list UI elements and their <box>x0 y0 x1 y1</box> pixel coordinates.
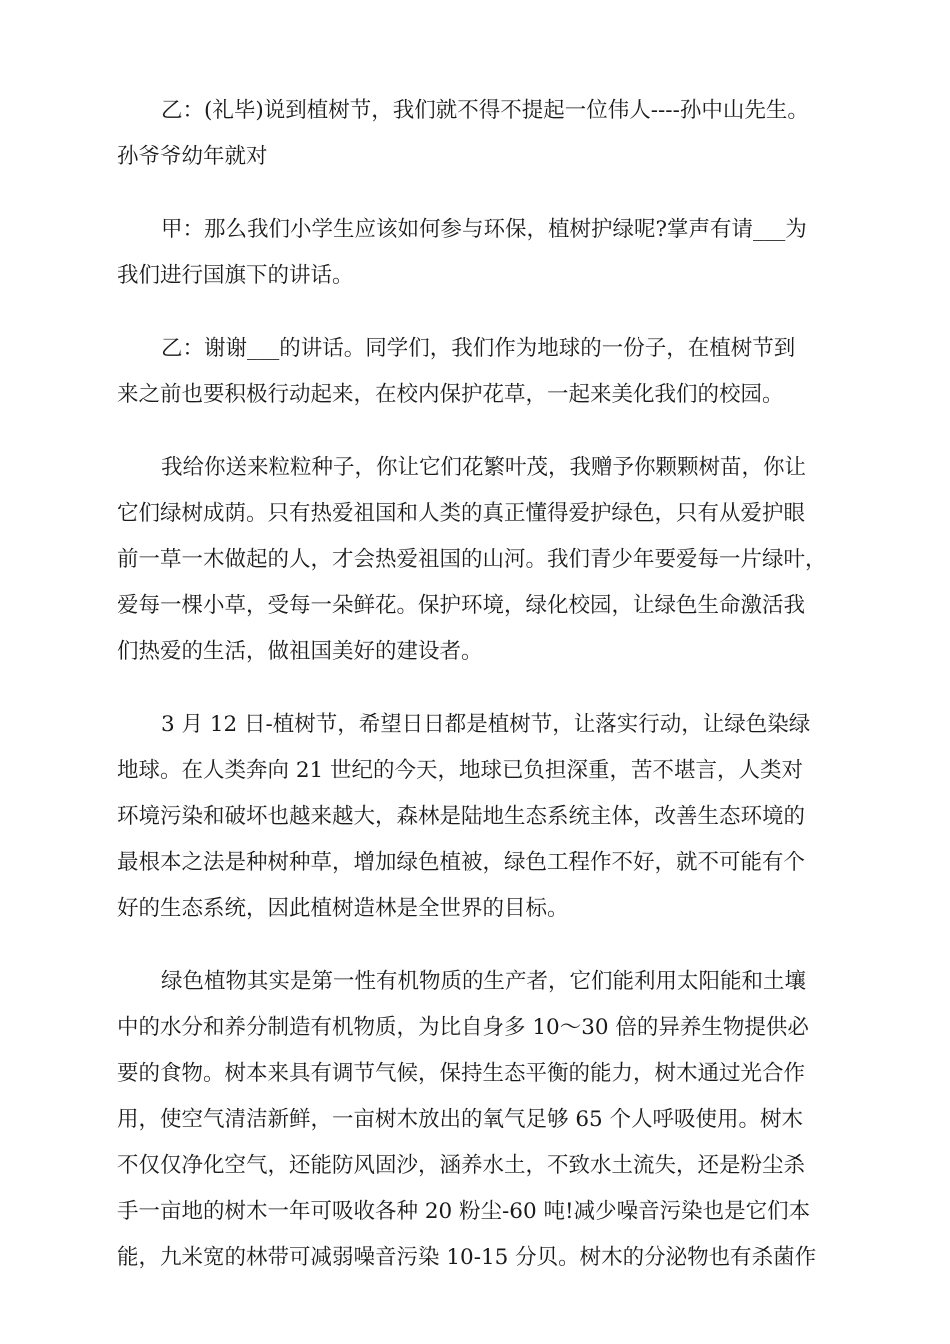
paragraph-arbor-day <box>117 702 837 932</box>
text-line: 不仅仅净化空气，还能防风固沙，涵养水土，不致水土流失，还是粉尘杀 <box>117 1153 806 1178</box>
text-line: 地球。在人类奔向 21 世纪的今天，地球已负担深重，苦不堪言，人类对 <box>117 758 804 783</box>
paragraph-yi-thanks <box>117 326 837 418</box>
paragraph-yi-opening <box>117 88 837 180</box>
text-line: 乙：谢谢___的讲话。同学们，我们作为地球的一份子，在植树节到 <box>161 336 796 361</box>
text-line: 中的水分和养分制造有机物质，为比自身多 10～30 倍的异养生物提供必 <box>117 1015 809 1040</box>
text-line: 要的食物。树本来具有调节气候，保持生态平衡的能力，树木通过光合作 <box>117 1061 806 1086</box>
text-line: 手一亩地的树木一年可吸收各种 20 粉尘-60 吨!减少噪音污染也是它们本 <box>117 1199 811 1224</box>
text-line: 爱每一棵小草，受每一朵鲜花。保护环境，绿化校园，让绿色生命激活我 <box>117 593 806 618</box>
text-line: 用，使空气清洁新鲜，一亩树木放出的氧气足够 65 个人呼吸使用。树木 <box>117 1107 804 1132</box>
text-line: 我给你送来粒粒种子，你让它们花繁叶茂，我赠予你颗颗树苗，你让 <box>161 455 807 480</box>
text-line: 们热爱的生活，做祖国美好的建设者。 <box>117 639 483 664</box>
text-line: 好的生态系统，因此植树造林是全世界的目标。 <box>117 896 569 921</box>
text-line: 环境污染和破坏也越来越大，森林是陆地生态系统主体，改善生态环境的 <box>117 804 806 829</box>
paragraph-jia-invite <box>117 207 837 299</box>
document-body <box>117 88 837 1308</box>
text-line: 孙爷爷幼年就对 <box>117 144 268 169</box>
text-line: 能，九米宽的林带可减弱噪音污染 10-15 分贝。树木的分泌物也有杀菌作 <box>117 1245 817 1270</box>
paragraph-green-plants <box>117 959 837 1281</box>
text-line: 甲：那么我们小学生应该如何参与环保，植树护绿呢?掌声有请___为 <box>161 217 807 242</box>
text-line: 前一草一木做起的人，才会热爱祖国的山河。我们青少年要爱每一片绿叶， <box>117 547 827 572</box>
text-line: 最根本之法是种树种草，增加绿色植被，绿色工程作不好，就不可能有个 <box>117 850 806 875</box>
text-line: 我们进行国旗下的讲话。 <box>117 263 354 288</box>
text-line: 它们绿树成荫。只有热爱祖国和人类的真正懂得爱护绿色，只有从爱护眼 <box>117 501 806 526</box>
text-line: 来之前也要积极行动起来，在校内保护花草，一起来美化我们的校园。 <box>117 382 784 407</box>
text-line: 3 月 12 日-植树节，希望日日都是植树节，让落实行动，让绿色染绿 <box>161 712 811 737</box>
paragraph-seeds <box>117 445 837 675</box>
text-line: 乙：(礼毕)说到植树节，我们就不得不提起一位伟人----孙中山先生。 <box>161 98 809 123</box>
text-line: 绿色植物其实是第一性有机物质的生产者，它们能利用太阳能和土壤 <box>161 969 807 994</box>
